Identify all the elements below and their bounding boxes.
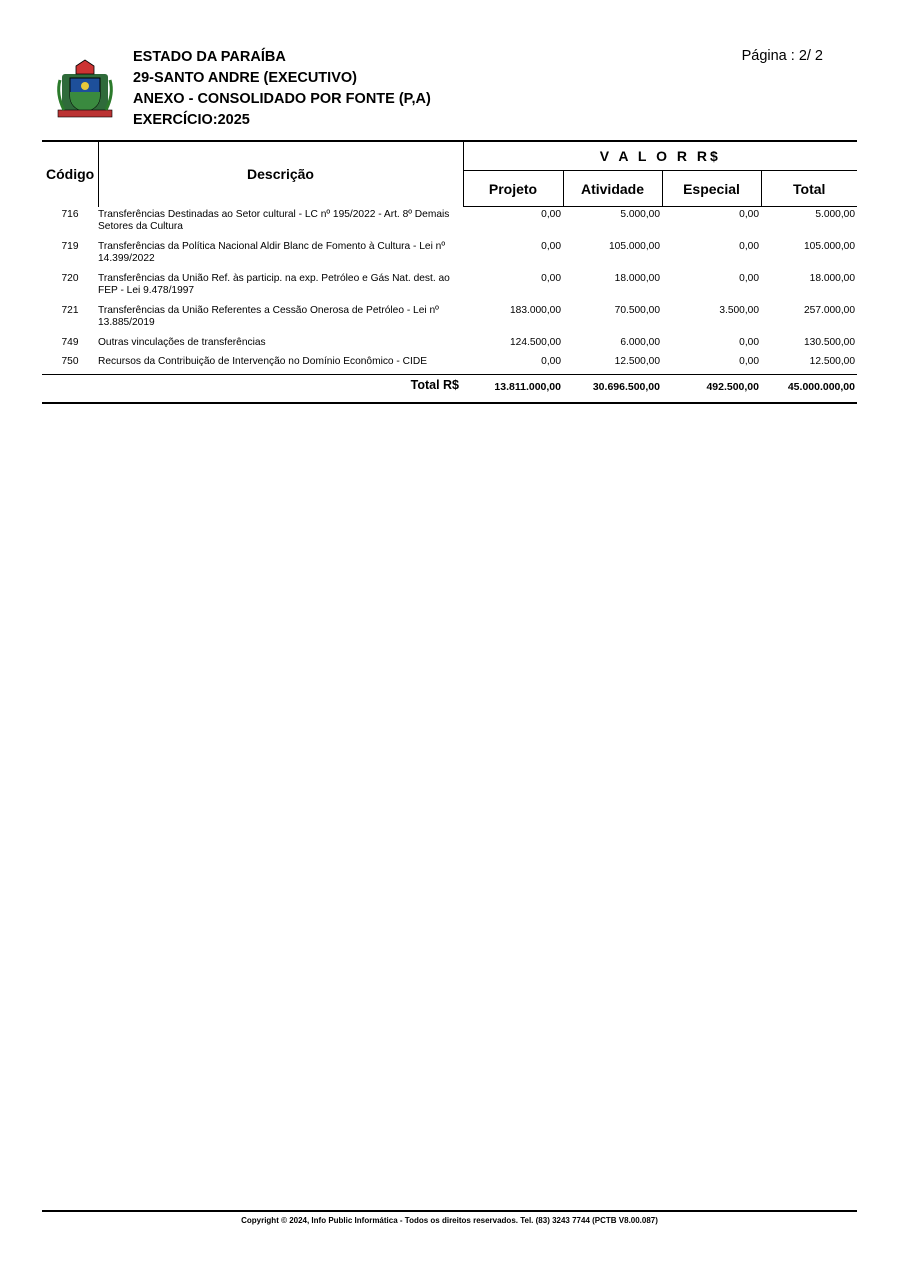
- table-row: [42, 239, 857, 271]
- row-atividade: 6.000,00: [620, 336, 660, 348]
- column-header-projeto: Projeto: [463, 171, 563, 207]
- row-projeto: 0,00: [541, 356, 561, 367]
- row-total: 257.000,00: [804, 304, 855, 316]
- row-atividade: 5.000,00: [620, 209, 660, 220]
- row-total: 18.000,00: [809, 272, 855, 284]
- row-especial: 0,00: [739, 209, 759, 220]
- row-especial: 0,00: [739, 272, 759, 284]
- report-header: [0, 0, 900, 140]
- column-header-atividade: Atividade: [563, 171, 662, 207]
- row-code: 716: [61, 208, 79, 220]
- total-especial: 492.500,00: [662, 374, 761, 403]
- entity-title: 29-SANTO ANDRE (EXECUTIVO): [133, 70, 357, 86]
- row-code: 749: [61, 336, 79, 348]
- footer-copyright: Copyright © 2024, Info Public Informática - Todos os direitos reservados. Tel. (83) 3243 7744 (PCTB V8.00.087): [241, 1216, 658, 1225]
- row-description: Transferências da Política Nacional Aldir Blanc de Fomento à Cultura - Lei nº 14.399/2022: [98, 240, 446, 264]
- column-header-total: Total: [761, 171, 857, 207]
- row-total: 130.500,00: [804, 336, 855, 348]
- budget-table: [42, 140, 857, 404]
- page-number: Página : 2/ 2: [741, 48, 823, 64]
- row-especial: 3.500,00: [719, 304, 759, 316]
- row-description: Outras vinculações de transferências: [98, 336, 266, 348]
- row-atividade: 12.500,00: [614, 356, 660, 367]
- row-code: 719: [61, 240, 79, 252]
- table-row: [42, 303, 857, 335]
- row-projeto: 183.000,00: [510, 304, 561, 316]
- table-row: [42, 271, 857, 303]
- table-row: [42, 354, 857, 374]
- row-total: 105.000,00: [804, 240, 855, 252]
- row-code: 720: [61, 272, 79, 284]
- total-total: 45.000.000,00: [761, 374, 857, 403]
- row-description: Transferências da União Referentes a Cessão Onerosa de Petróleo - Lei nº 13.885/2019: [98, 304, 439, 328]
- row-code: 721: [61, 304, 79, 316]
- column-header-description: Descrição: [98, 141, 463, 207]
- footer-divider: [42, 1210, 857, 1212]
- row-projeto: 124.500,00: [510, 336, 561, 348]
- row-description: Recursos da Contribuição de Intervenção no Domínio Econômico - CIDE: [98, 356, 427, 367]
- row-projeto: 0,00: [541, 209, 561, 220]
- table-row: [42, 335, 857, 355]
- state-title: ESTADO DA PARAÍBA: [133, 49, 286, 65]
- row-description: Transferências da União Ref. às particip. na exp. Petróleo e Gás Nat. dest. ao FEP - Lei 9.478/1997: [98, 272, 450, 296]
- total-row: [42, 374, 857, 403]
- row-projeto: 0,00: [541, 240, 561, 252]
- fiscal-year: EXERCÍCIO:2025: [133, 112, 250, 128]
- total-atividade: 30.696.500,00: [563, 374, 662, 403]
- row-total: 5.000,00: [815, 209, 855, 220]
- row-atividade: 105.000,00: [609, 240, 660, 252]
- total-label: Total R$: [98, 374, 463, 403]
- row-especial: 0,00: [739, 240, 759, 252]
- row-atividade: 18.000,00: [614, 272, 660, 284]
- paraiba-coat-of-arms-logo: [54, 58, 116, 120]
- column-header-especial: Especial: [662, 171, 761, 207]
- report-titles: [133, 47, 431, 131]
- row-atividade: 70.500,00: [614, 304, 660, 316]
- row-especial: 0,00: [739, 356, 759, 367]
- row-especial: 0,00: [739, 336, 759, 348]
- column-header-code: Código: [42, 141, 98, 207]
- row-projeto: 0,00: [541, 272, 561, 284]
- row-description: Transferências Destinadas ao Setor cultural - LC nº 195/2022 - Art. 8º Demais Setores da Cultura: [98, 208, 450, 232]
- total-projeto: 13.811.000,00: [463, 374, 563, 403]
- row-total: 12.500,00: [809, 356, 855, 367]
- column-header-valor: V A L O R R$: [463, 141, 857, 171]
- annex-title: ANEXO - CONSOLIDADO POR FONTE (P,A): [133, 91, 431, 107]
- row-code: 750: [61, 356, 79, 367]
- table-row: [42, 207, 857, 239]
